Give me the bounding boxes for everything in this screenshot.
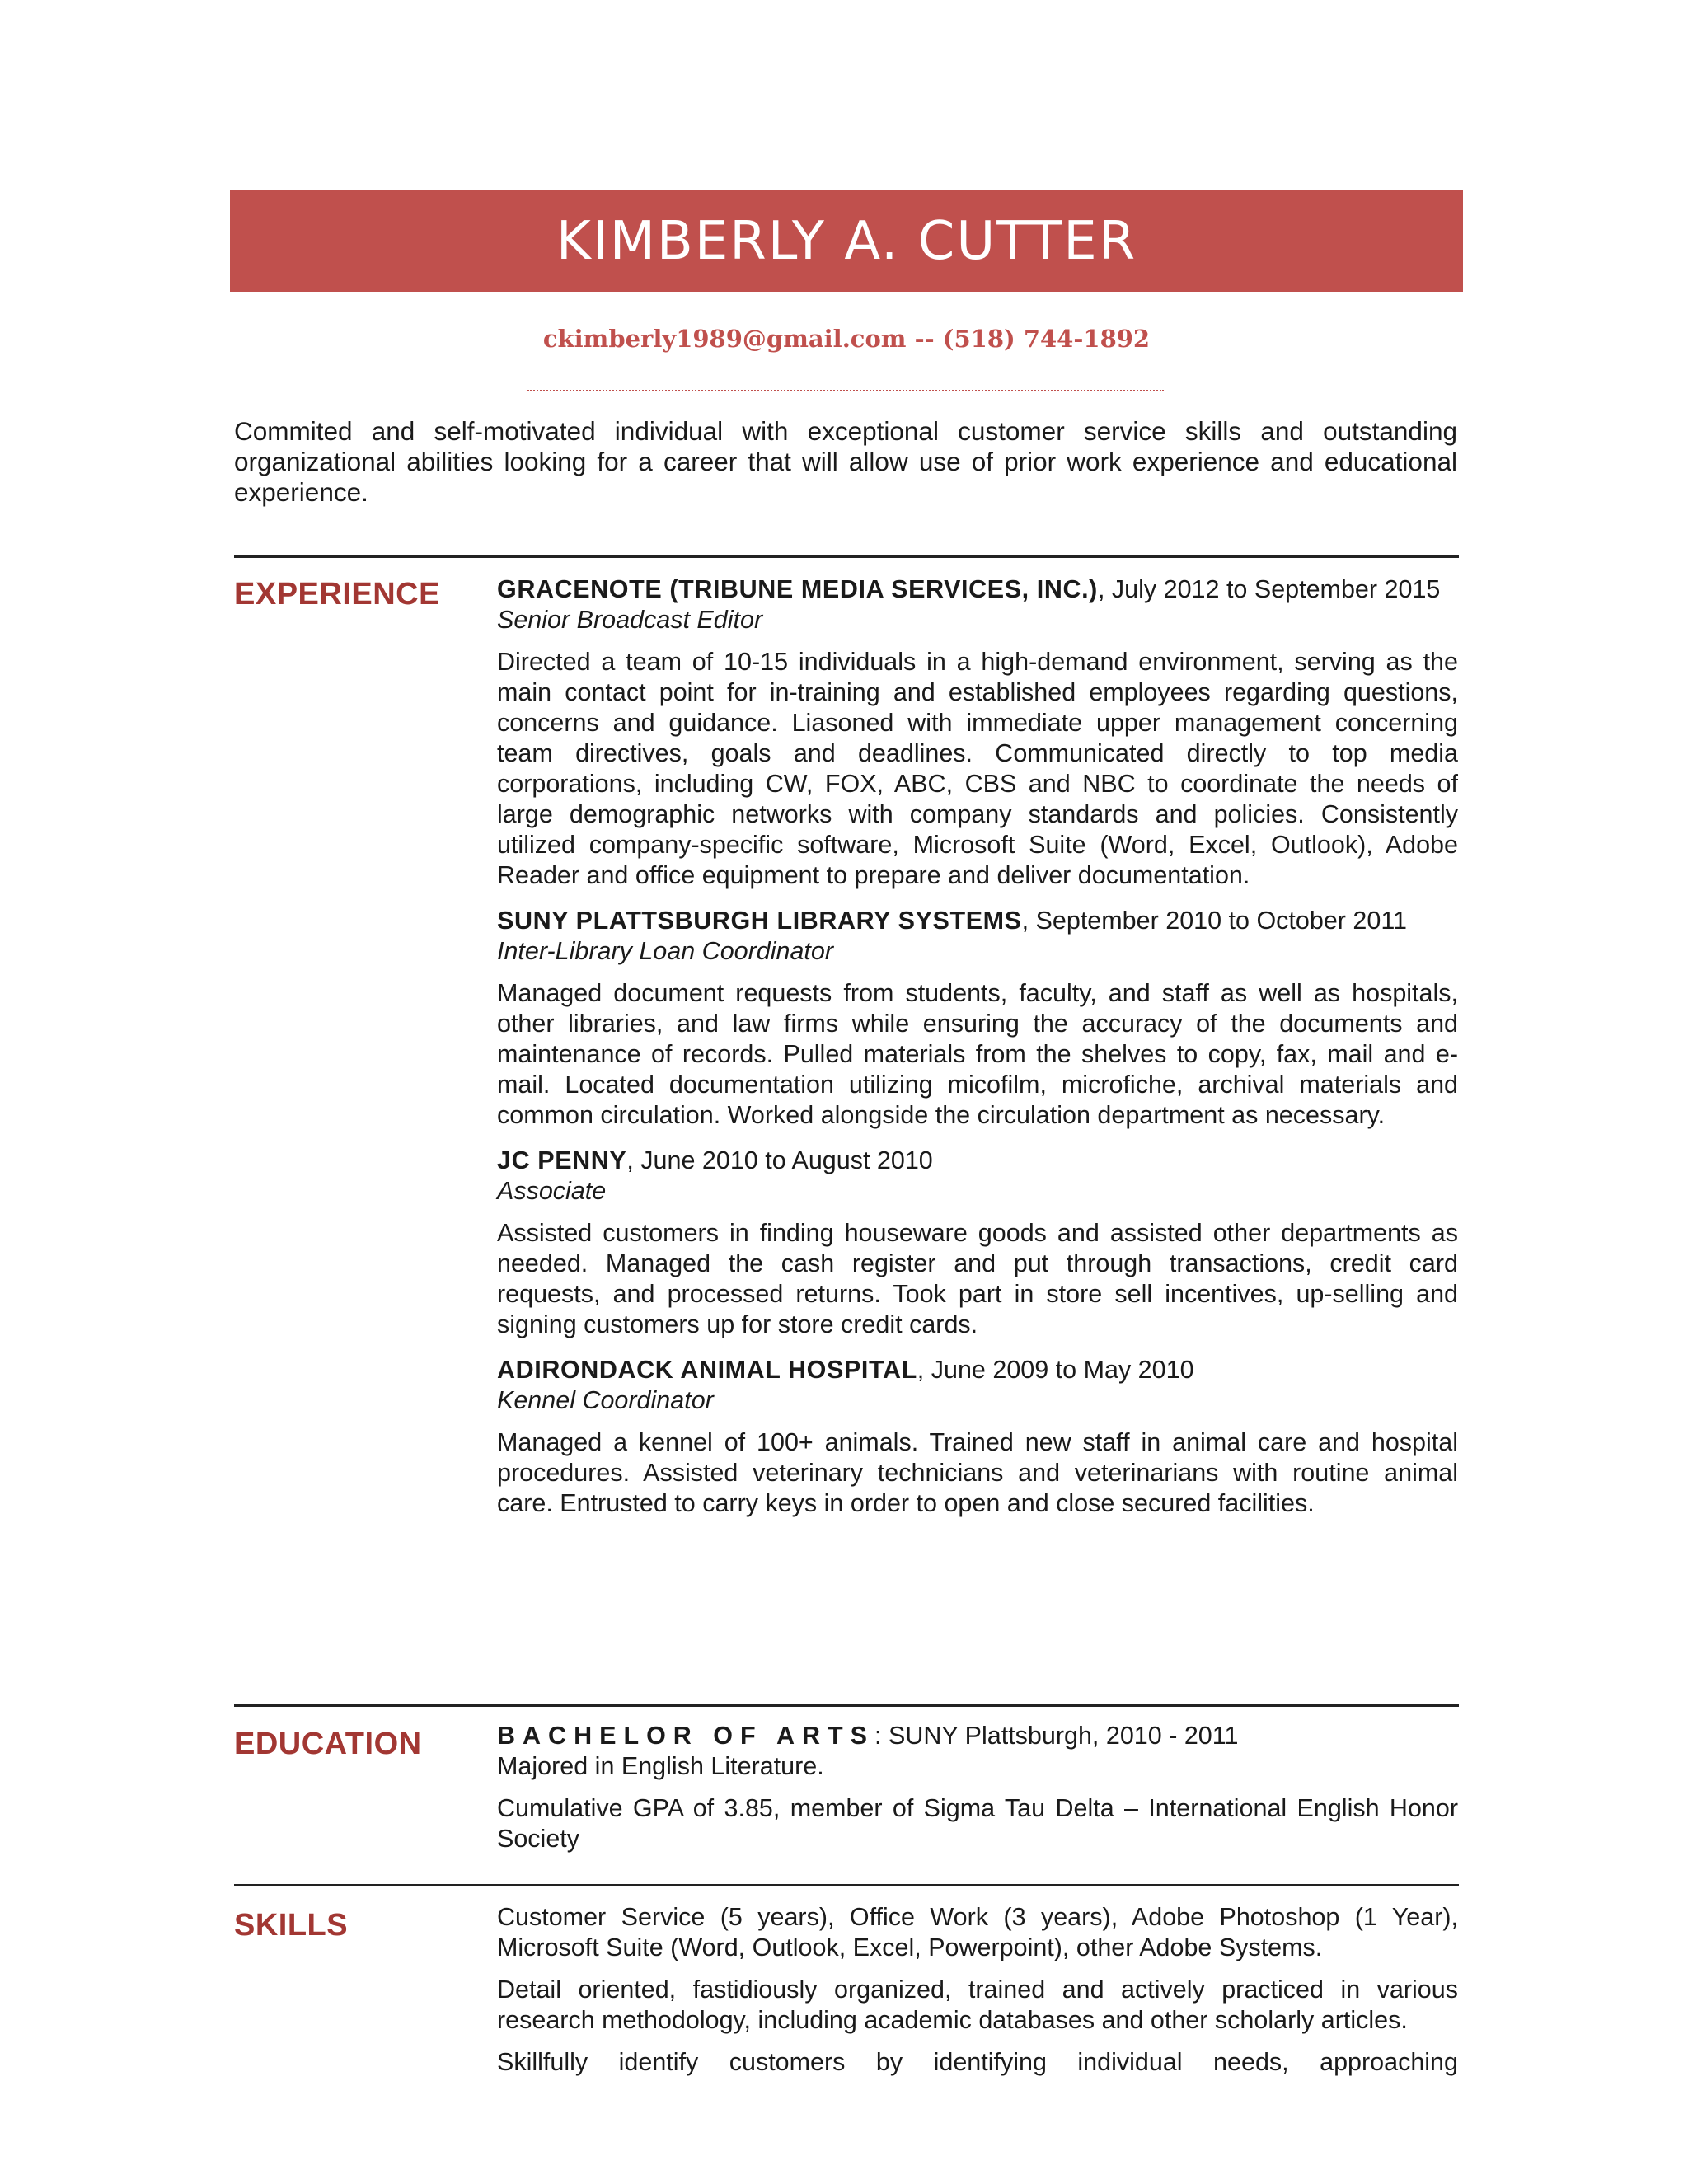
job-role: Associate <box>497 1177 607 1205</box>
skill-paragraph: Detail oriented, fastidiously organized, trained and actively practiced in various research methodology, including academic databases and other scholarly articles. <box>497 1975 1458 2034</box>
skill-paragraph: Customer Service (5 years), Office Work (3 years), Adobe Photoshop (1 Year), Microsoft Suite (Word, Outlook, Excel, Powerpoint), other Adobe Systems. <box>497 1903 1458 1961</box>
job-org: SUNY PLATTSBURGH LIBRARY SYSTEMS <box>497 907 1022 935</box>
job-role: Inter-Library Loan Coordinator <box>497 937 834 965</box>
degree-school: : SUNY Plattsburgh, 2010 - 2011 <box>874 1722 1239 1750</box>
job-description: Managed a kennel of 100+ animals. Trained new staff in animal care and hospital procedures. Assisted veterinary technicians and veterinarians with routine animal care. Entrusted to carry keys in order to open and close secured facilities. <box>497 1428 1458 1517</box>
degree-name: BACHELOR OF ARTS <box>497 1722 875 1750</box>
job-description: Managed document requests from students, faculty, and staff as well as hospitals, other libraries, and law firms while ensuring the accuracy of the documents and maintenance of records. Pulled materials from the shelves to copy, fax, mail and e-mail. Located documentation utilizing micofilm, microfiche, archival materials and common circulation. Worked alongside the circulation department as necessary. <box>497 979 1458 1129</box>
contact-line: ckimberly1989@gmail.com -- (518) 744-1892 <box>542 325 1151 353</box>
education-content <box>497 1721 1458 1866</box>
skill-paragraph: Skillfully identify customers by identifying individual needs, approaching <box>497 2048 1458 2076</box>
skills-heading: SKILLS <box>234 1908 349 1943</box>
job-header <box>497 1146 1458 1176</box>
degree-major: Majored in English Literature. <box>497 1752 824 1780</box>
summary-paragraph: Commited and self-motivated individual with exceptional customer service skills and outstanding organizational abilities looking for a career that will allow use of prior work experience and educational experience. <box>234 416 1457 507</box>
degree-gpa: Cumulative GPA of 3.85, member of Sigma Tau Delta – International English Honor Society <box>497 1794 1458 1853</box>
job-entry <box>497 574 1458 891</box>
skills-divider <box>234 1884 1459 1886</box>
job-dates: , July 2012 to September 2015 <box>1097 575 1441 603</box>
skills-content <box>497 1902 1458 2089</box>
contact-divider <box>528 390 1164 391</box>
job-description: Directed a team of 10-15 individuals in a high-demand environment, serving as the main contact point for in-training and established employees regarding questions, concerns and guidance. Liasoned with immediate upper management concerning team directives, goals and deadlines. Communicated directly to top media corporations, including CW, FOX, ABC, CBS and NBC to coordinate the needs of large demographic networks with company standards and policies. Consistently utilized company-specific software, Microsoft Suite (Word, Excel, Outlook), Adobe Reader and office equipment to prepare and deliver documentation. <box>497 648 1458 889</box>
job-org: ADIRONDACK ANIMAL HOSPITAL <box>497 1356 917 1384</box>
job-header <box>497 906 1458 936</box>
experience-content <box>497 574 1458 1534</box>
job-org: GRACENOTE (TRIBUNE MEDIA SERVICES, INC.) <box>497 575 1098 603</box>
degree-line <box>497 1721 1458 1751</box>
job-header <box>497 1355 1458 1385</box>
experience-heading: EXPERIENCE <box>234 577 440 612</box>
job-dates: , June 2010 to August 2010 <box>626 1146 933 1174</box>
job-dates: , June 2009 to May 2010 <box>917 1356 1194 1384</box>
experience-divider <box>234 555 1459 558</box>
education-heading: EDUCATION <box>234 1727 422 1761</box>
job-header <box>497 574 1458 605</box>
job-role: Kennel Coordinator <box>497 1386 714 1414</box>
name-banner <box>230 190 1463 292</box>
job-role: Senior Broadcast Editor <box>497 606 763 634</box>
job-entry <box>497 1146 1458 1340</box>
candidate-name: KIMBERLY A. CUTTER <box>556 210 1137 272</box>
education-divider <box>234 1704 1459 1707</box>
job-description: Assisted customers in finding houseware goods and assisted other departments as needed. Managed the cash register and put through transactions, credit card requests, and processed returns. Took part in store sell incentives, up-selling and signing customers up for store credit cards. <box>497 1219 1458 1338</box>
job-org: JC PENNY <box>497 1146 627 1174</box>
job-entry <box>497 906 1458 1131</box>
job-entry <box>497 1355 1458 1519</box>
job-dates: , September 2010 to October 2011 <box>1021 907 1408 935</box>
